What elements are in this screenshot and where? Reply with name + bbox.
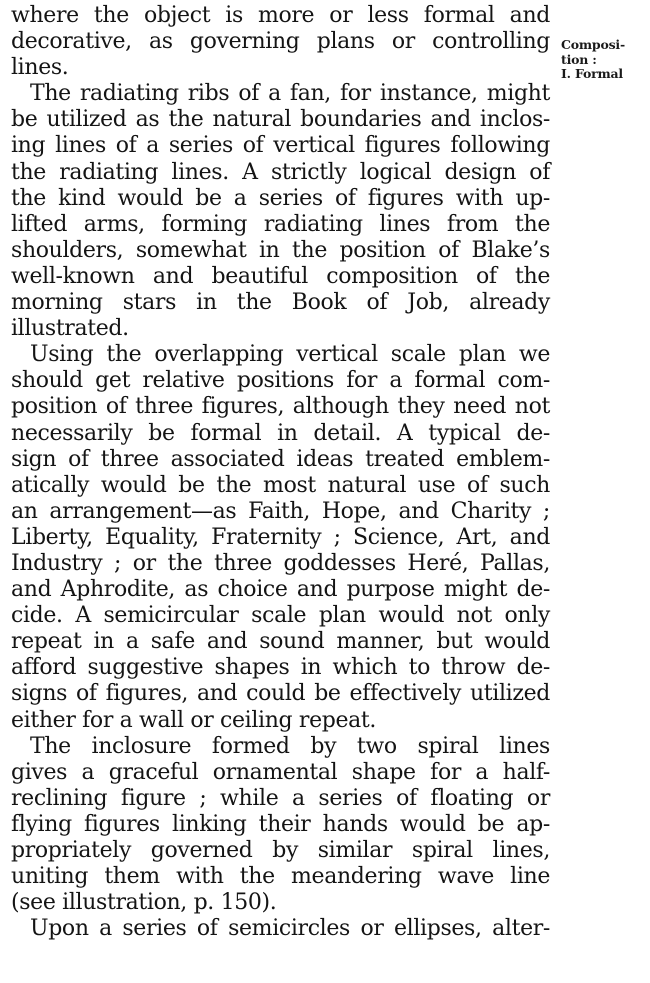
body-text-line: the radiating lines. A strictly logical design of	[11, 159, 550, 185]
body-text-line: Industry ; or the three goddesses Heré, Pallas,	[11, 550, 550, 576]
body-text-line: cide. A semicircular scale plan would not only	[11, 603, 550, 629]
marginal-note-line: I. Formal	[561, 66, 623, 81]
body-text-line: decorative, as governing plans or controlling	[11, 29, 550, 55]
body-text-line: Liberty, Equality, Fraternity ; Science, Art, and	[11, 524, 550, 550]
body-text-line: Upon a series of semicircles or ellipses, alter-	[30, 916, 550, 942]
body-text-line: shoulders, somewhat in the position of Blake’s	[11, 237, 550, 263]
marginal-note-line: tion :	[561, 51, 597, 67]
body-text-line: reclining figure ; while a series of floating or	[11, 785, 550, 811]
body-text-line: Using the overlapping vertical scale plan we	[30, 342, 550, 368]
body-text-line: propriately governed by similar spiral lines,	[11, 838, 550, 863]
body-text-line: repeat in a safe and sound manner, but would	[11, 629, 550, 655]
body-text-line: The inclosure formed by two spiral lines	[30, 733, 550, 759]
body-text-line: morning stars in the Book of Job, already	[11, 290, 550, 316]
body-text-line: sign of three associated ideas treated emblem-	[11, 446, 550, 472]
body-text-line: well-known and beautiful composition of the	[11, 263, 550, 289]
body-text-line: lifted arms, forming radiating lines from the	[11, 211, 550, 237]
body-text-line: and Aphrodite, as choice and purpose might de-	[11, 577, 550, 603]
body-text-line: either for a wall or ceiling repeat.	[11, 707, 377, 733]
body-text-line: necessarily be formal in detail. A typical de-	[11, 420, 550, 446]
body-text-line: atically would be the most natural use of such	[11, 472, 550, 498]
body-text-line: ing lines of a series of vertical figures following	[11, 133, 550, 159]
body-text-line: illustrated.	[11, 316, 129, 342]
body-text-line: afford suggestive shapes in which to throw de-	[11, 655, 550, 681]
marginal-note-line: Composi-	[561, 37, 625, 52]
body-text-line: (see illustration, p. 150).	[11, 890, 277, 916]
body-text-column	[11, 3, 550, 942]
body-text-line: lines.	[11, 55, 69, 81]
body-text-line: position of three figures, although they need not	[11, 394, 550, 420]
body-text-line: signs of figures, and could be effectively utilized	[11, 681, 550, 707]
body-text-line: flying figures linking their hands would be ap-	[11, 811, 550, 837]
body-text-line: an arrangement—as Faith, Hope, and Charity ;	[11, 498, 550, 524]
body-text-line: should get relative positions for a formal com-	[11, 368, 550, 394]
body-text-line: where the object is more or less formal and	[11, 3, 550, 28]
body-text-line: The radiating ribs of a fan, for instance, might	[30, 81, 550, 107]
body-text-line: be utilized as the natural boundaries and inclos-	[11, 107, 550, 133]
body-text-line: gives a graceful ornamental shape for a half-	[11, 759, 550, 785]
marginal-note	[561, 38, 649, 82]
body-text-line: the kind would be a series of figures with up-	[11, 185, 550, 211]
body-text-line: uniting them with the meandering wave line	[11, 864, 550, 890]
